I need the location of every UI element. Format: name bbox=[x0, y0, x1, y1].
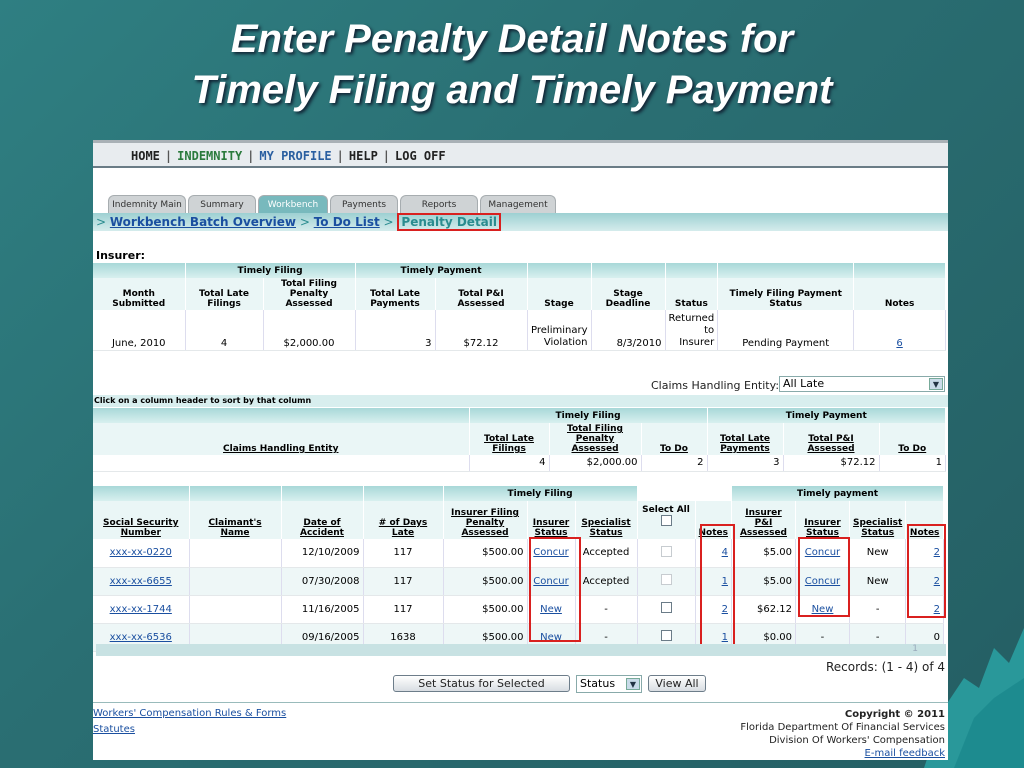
col-filing-penalty-assessed[interactable]: Insurer Filing Penalty Assessed bbox=[443, 501, 527, 539]
detail-group-payment: Timely payment bbox=[731, 486, 943, 501]
cell-che-late-payments: 3 bbox=[707, 455, 783, 471]
col-filing-penalty: Total Filing Penalty Assessed bbox=[263, 278, 355, 310]
page-number: 1 bbox=[912, 644, 918, 654]
col-che[interactable]: Claims Handling Entity bbox=[93, 423, 469, 455]
view-all-button[interactable]: View All bbox=[648, 675, 706, 692]
cell-days: 117 bbox=[363, 567, 443, 595]
notes-link-filing[interactable]: 1 bbox=[721, 575, 728, 587]
chevron-down-icon: ▼ bbox=[626, 678, 640, 690]
cell-spec-status-payment: New bbox=[849, 567, 905, 595]
email-feedback-link[interactable]: E-mail feedback bbox=[864, 748, 945, 759]
cell-claimant bbox=[189, 539, 281, 567]
cell-doa: 12/10/2009 bbox=[281, 539, 363, 567]
col-total-late-payments: Total Late Payments bbox=[355, 278, 435, 310]
che-table bbox=[93, 408, 946, 472]
cell-spec-status: Accepted bbox=[575, 539, 637, 567]
notes-link-payment[interactable]: 2 bbox=[933, 547, 940, 559]
slide-title-line-2: Timely Filing and Timely Payment bbox=[191, 68, 833, 112]
ssn-link[interactable]: xxx-xx-0220 bbox=[109, 547, 172, 559]
che-label: Claims Handling Entity: bbox=[651, 379, 780, 392]
cell-spec-status: Accepted bbox=[575, 567, 637, 595]
col-days-late[interactable]: # of Days Late bbox=[363, 501, 443, 539]
set-status-button[interactable]: Set Status for Selected bbox=[393, 675, 570, 692]
tab-payments[interactable]: Payments bbox=[330, 195, 398, 214]
cell-late-filings: 4 bbox=[185, 310, 263, 350]
status-select[interactable] bbox=[576, 675, 642, 693]
sort-hint: Click on a column header to sort by that column bbox=[93, 395, 948, 407]
org-line-2: Division Of Workers' Compensation bbox=[769, 735, 945, 746]
insurer-status-link[interactable]: New bbox=[540, 631, 562, 643]
tab-workbench[interactable]: Workbench bbox=[258, 195, 328, 214]
insurer-status-payment-link[interactable]: New bbox=[811, 603, 834, 615]
col-ssn[interactable]: Social Security Number bbox=[93, 501, 189, 539]
statutes-link[interactable]: Statutes bbox=[93, 724, 135, 735]
select-all-label: Select All bbox=[642, 505, 690, 515]
row-checkbox[interactable] bbox=[661, 602, 672, 613]
che-select-value: All Late bbox=[783, 377, 825, 390]
che-group-payment: Timely Payment bbox=[707, 408, 946, 423]
cell-payment-status: Pending Payment bbox=[718, 310, 854, 350]
chevron-down-icon: ▼ bbox=[929, 378, 943, 390]
records-count: Records: (1 - 4) of 4 bbox=[826, 660, 945, 674]
tab-reports[interactable]: Reports bbox=[400, 195, 478, 214]
cell-che-todo1: 2 bbox=[641, 455, 707, 471]
col-che-late-payments[interactable]: Total Late Payments bbox=[707, 423, 783, 455]
cell-pi: $62.12 bbox=[731, 595, 795, 623]
breadcrumb: > Workbench Batch Overview > To Do List > Penalty Detail bbox=[96, 215, 501, 229]
cell-late-payments: 3 bbox=[355, 310, 435, 350]
col-claimant-name[interactable]: Claimant's Name bbox=[189, 501, 281, 539]
cell-days: 117 bbox=[363, 539, 443, 567]
cell-doa: 09/16/2005 bbox=[281, 623, 363, 651]
cell-che-late-filings: 4 bbox=[469, 455, 549, 471]
copyright-block bbox=[740, 708, 945, 760]
summary-table bbox=[93, 263, 946, 351]
copyright: Copyright © 2011 bbox=[844, 709, 945, 720]
cell-spec-status-payment: - bbox=[849, 623, 905, 651]
app-screenshot bbox=[93, 140, 948, 760]
nav-help[interactable]: HELP bbox=[348, 149, 378, 163]
cell-penalty: $500.00 bbox=[443, 567, 527, 595]
col-payment-status: Timely Filing Payment Status bbox=[718, 278, 854, 310]
footer-divider bbox=[93, 702, 948, 703]
col-total-late-filings: Total Late Filings bbox=[185, 278, 263, 310]
cell-penalty: $500.00 bbox=[443, 595, 527, 623]
cell-stage-deadline: 8/3/2010 bbox=[591, 310, 665, 350]
col-che-todo-filing[interactable]: To Do bbox=[641, 423, 707, 455]
org-line-1: Florida Department Of Financial Services bbox=[740, 722, 945, 733]
cell-pi-assessed: $72.12 bbox=[435, 310, 527, 350]
col-che-penalty[interactable]: Total Filing Penalty Assessed bbox=[549, 423, 641, 455]
notes-link-payment[interactable]: 2 bbox=[933, 575, 940, 587]
notes-link-filing[interactable]: 2 bbox=[721, 603, 728, 615]
col-che-pi[interactable]: Total P&I Assessed bbox=[783, 423, 879, 455]
che-row bbox=[93, 455, 946, 471]
cell-insurer-status-payment: - bbox=[795, 623, 849, 651]
breadcrumb-todo-list[interactable]: To Do List bbox=[313, 215, 380, 229]
cell-filing-penalty: $2,000.00 bbox=[263, 310, 355, 350]
summary-group-filing: Timely Filing bbox=[185, 263, 355, 278]
col-stage-deadline: Stage Deadline bbox=[591, 278, 665, 310]
summary-notes-link[interactable]: 6 bbox=[896, 337, 903, 349]
col-pi-assessed: Total P&I Assessed bbox=[435, 278, 527, 310]
cell-days: 117 bbox=[363, 595, 443, 623]
cell-status: Returned to Insurer bbox=[665, 310, 718, 350]
col-specialist-status-payment[interactable]: Specialist Status bbox=[849, 501, 905, 539]
detail-group-filing: Timely Filing bbox=[443, 486, 637, 501]
cell-penalty: $500.00 bbox=[443, 623, 527, 651]
insurer-status-link[interactable]: Concur bbox=[533, 547, 569, 559]
cell-stage: Preliminary Violation bbox=[527, 310, 591, 350]
cell-notes-payment: 0 bbox=[906, 623, 944, 651]
col-notes: Notes bbox=[854, 278, 946, 310]
cell-claimant bbox=[189, 595, 281, 623]
notes-link-filing[interactable]: 1 bbox=[721, 631, 728, 643]
top-nav: HOME | INDEMNITY | MY PROFILE | HELP | LOG OFF bbox=[131, 149, 446, 163]
status-select-value: Status bbox=[580, 677, 616, 690]
notes-link-payment[interactable]: 2 bbox=[933, 603, 940, 615]
tab-management[interactable]: Management bbox=[480, 195, 556, 214]
cell-spec-status-payment: - bbox=[849, 595, 905, 623]
tab-summary[interactable]: Summary bbox=[188, 195, 256, 214]
cell-claimant bbox=[189, 567, 281, 595]
insurer-label: Insurer: bbox=[96, 249, 146, 262]
col-insurer-status[interactable]: Insurer Status bbox=[527, 501, 575, 539]
col-pi-assessed-detail[interactable]: Insurer P&I Assessed bbox=[731, 501, 795, 539]
nav-my-profile[interactable]: MY PROFILE bbox=[259, 149, 332, 163]
col-date-of-accident[interactable]: Date of Accident bbox=[281, 501, 363, 539]
insurer-status-link[interactable]: Concur bbox=[533, 575, 569, 587]
highlight-insurer-status-filing bbox=[529, 537, 581, 642]
cell-penalty: $500.00 bbox=[443, 539, 527, 567]
ssn-link[interactable]: xxx-xx-6536 bbox=[109, 631, 172, 643]
col-che-todo-payment[interactable]: To Do bbox=[879, 423, 946, 455]
table-scrollbar[interactable] bbox=[96, 644, 946, 656]
nav-indemnity[interactable]: INDEMNITY bbox=[177, 149, 243, 163]
highlight-insurer-status-payment bbox=[798, 537, 850, 617]
insurer-status-payment-link[interactable]: Concur bbox=[804, 547, 841, 559]
summary-group-payment: Timely Payment bbox=[355, 263, 527, 278]
che-select[interactable] bbox=[779, 376, 945, 392]
cell-che-pi: $72.12 bbox=[783, 455, 879, 471]
row-checkbox bbox=[661, 574, 672, 585]
col-che-late-filings[interactable]: Total Late Filings bbox=[469, 423, 549, 455]
cell-pi: $5.00 bbox=[731, 567, 795, 595]
col-stage: Stage bbox=[527, 278, 591, 310]
tab-indemnity-main[interactable]: Indemnity Main bbox=[108, 195, 186, 214]
cell-pi: $5.00 bbox=[731, 539, 795, 567]
nav-home[interactable]: HOME bbox=[131, 149, 160, 163]
insurer-status-payment-link[interactable]: Concur bbox=[804, 575, 841, 587]
cell-spec-status: - bbox=[575, 595, 637, 623]
cell-spec-status: - bbox=[575, 623, 637, 651]
col-notes-filing[interactable]: Notes bbox=[695, 501, 731, 539]
row-checkbox bbox=[661, 546, 672, 557]
select-all-checkbox[interactable] bbox=[661, 515, 672, 526]
slide-title bbox=[0, 14, 1024, 116]
col-month-submitted: Month Submitted bbox=[93, 278, 185, 310]
cell-doa: 07/30/2008 bbox=[281, 567, 363, 595]
summary-row bbox=[93, 310, 946, 350]
breadcrumb-workbench-batch[interactable]: Workbench Batch Overview bbox=[109, 215, 296, 229]
cell-pi: $0.00 bbox=[731, 623, 795, 651]
cell-spec-status-payment: New bbox=[849, 539, 905, 567]
top-nav-bar bbox=[93, 140, 948, 168]
highlight-notes-filing bbox=[700, 524, 735, 646]
cell-che-penalty: $2,000.00 bbox=[549, 455, 641, 471]
insurer-status-link[interactable]: New bbox=[540, 603, 562, 615]
ssn-link[interactable]: xxx-xx-6655 bbox=[109, 575, 172, 587]
ssn-link[interactable]: xxx-xx-1744 bbox=[109, 603, 172, 615]
nav-log-off[interactable]: LOG OFF bbox=[395, 149, 446, 163]
cell-doa: 11/16/2005 bbox=[281, 595, 363, 623]
breadcrumb-current: Penalty Detail bbox=[397, 213, 501, 231]
rules-forms-link[interactable]: Workers' Compensation Rules & Forms bbox=[93, 708, 287, 719]
col-notes-payment[interactable]: Notes bbox=[906, 501, 944, 539]
highlight-notes-payment bbox=[907, 524, 946, 618]
cell-month: June, 2010 bbox=[93, 310, 185, 350]
slide-title-line-1: Enter Penalty Detail Notes for bbox=[230, 17, 794, 61]
cell-days: 1638 bbox=[363, 623, 443, 651]
row-checkbox[interactable] bbox=[661, 630, 672, 641]
col-insurer-status-payment[interactable]: Insurer Status bbox=[795, 501, 849, 539]
cell-che-todo2: 1 bbox=[879, 455, 946, 471]
che-group-filing: Timely Filing bbox=[469, 408, 707, 423]
notes-link-filing[interactable]: 4 bbox=[721, 547, 728, 559]
col-select-all bbox=[637, 501, 695, 539]
col-status: Status bbox=[665, 278, 718, 310]
col-specialist-status[interactable]: Specialist Status bbox=[575, 501, 637, 539]
